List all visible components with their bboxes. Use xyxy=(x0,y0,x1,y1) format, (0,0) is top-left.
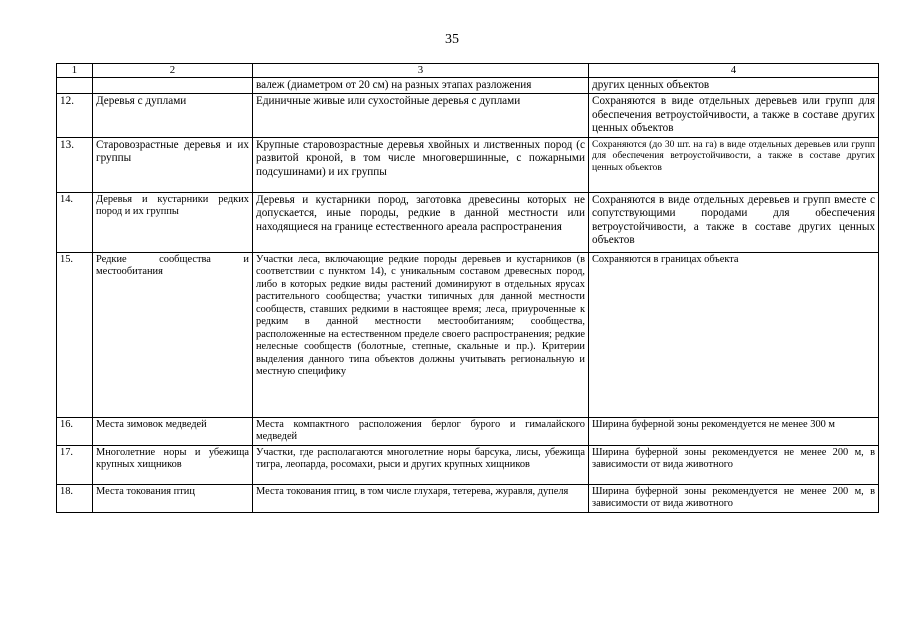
column-header-description: 3 xyxy=(253,64,589,78)
cell-name: Старовозрастные деревья и их группы xyxy=(93,137,253,192)
column-header-name: 2 xyxy=(93,64,253,78)
cell-name: Места токования птиц xyxy=(93,484,253,512)
cell-name xyxy=(93,77,253,93)
cell-number: 12. xyxy=(57,94,93,137)
cell-description: Места компактного расположения берлог бурого и гималайского медведей xyxy=(253,417,589,445)
cell-number: 15. xyxy=(57,252,93,417)
table-row xyxy=(57,484,879,512)
table-row xyxy=(57,94,879,137)
cell-measures: Сохраняются в границах объекта xyxy=(589,252,879,417)
cell-number: 13. xyxy=(57,137,93,192)
cell-measures: Сохраняются в виде отдельных деревьев и групп вместе с сопутствующими породами для обеспечения ветроустойчивости, а также в составе других ценных объектов xyxy=(589,192,879,252)
cell-number: 14. xyxy=(57,192,93,252)
cell-description: Деревья и кустарники пород, заготовка древесины которых не допускается, иные породы, редкие в данной местности или находящиеся на границе естественного ареала распространения xyxy=(253,192,589,252)
cell-description: Участки, где располагаются многолетние норы барсука, лисы, убежища тигра, леопарда, росомахи, рыси и других крупных хищников xyxy=(253,445,589,484)
table-row xyxy=(57,192,879,252)
table-header-row xyxy=(57,64,879,78)
table-row xyxy=(57,445,879,484)
cell-name: Редкие сообщества и местообитания xyxy=(93,252,253,417)
cell-description: валеж (диаметром от 20 см) на разных этапах разложения xyxy=(253,77,589,93)
cell-number: 18. xyxy=(57,484,93,512)
column-header-number: 1 xyxy=(57,64,93,78)
table-row xyxy=(57,137,879,192)
cell-name: Деревья и кустарники редких пород и их группы xyxy=(93,192,253,252)
column-header-measures: 4 xyxy=(589,64,879,78)
habitat-objects-table xyxy=(56,63,879,513)
cell-measures: Ширина буферной зоны рекомендуется не менее 200 м, в зависимости от вида животного xyxy=(589,484,879,512)
table-row xyxy=(57,252,879,417)
cell-measures: Ширина буферной зоны рекомендуется не менее 200 м, в зависимости от вида животного xyxy=(589,445,879,484)
cell-description: Единичные живые или сухостойные деревья с дуплами xyxy=(253,94,589,137)
continuation-row xyxy=(57,77,879,93)
cell-description: Участки леса, включающие редкие породы деревьев и кустарников (в соответствии с пунктом 14), с уникальным составом древесных пород, либо в которых редкие виды растений доминируют в отдельных ярусах растительного сообщества; участки типичных для данной местности сообществ, ставших редкими в настоящее время; леса, приуроченные к редким в данной местности местообитаниям; сообщества, расположенные на естественном пределе своего распространения; редкие нелесные сообществ (болотные, степные, скальные и пр.). Критерии выделения данного типа объектов должны учитывать региональную и местную специфику xyxy=(253,252,589,417)
page-number: 35 xyxy=(445,32,459,47)
cell-name: Многолетние норы и убежища крупных хищников xyxy=(93,445,253,484)
cell-number: 16. xyxy=(57,417,93,445)
cell-measures: Сохраняются (до 30 шт. на га) в виде отдельных деревьев или групп для обеспечения ветроустойчивости, а также в составе других ценных объектов xyxy=(589,137,879,192)
cell-description: Места токования птиц, в том числе глухаря, тетерева, журавля, дупеля xyxy=(253,484,589,512)
cell-name: Деревья с дуплами xyxy=(93,94,253,137)
cell-measures: Сохраняются в виде отдельных деревьев или групп для обеспечения ветроустойчивости, а также в составе других ценных объектов xyxy=(589,94,879,137)
cell-measures: других ценных объектов xyxy=(589,77,879,93)
cell-number: 17. xyxy=(57,445,93,484)
table-row xyxy=(57,417,879,445)
cell-name: Места зимовок медведей xyxy=(93,417,253,445)
cell-measures: Ширина буферной зоны рекомендуется не менее 300 м xyxy=(589,417,879,445)
cell-number xyxy=(57,77,93,93)
cell-description: Крупные старовозрастные деревья хвойных и лиственных пород (с развитой кроной, в том числе многовершинные, с пожарными подсушинами) и их группы xyxy=(253,137,589,192)
